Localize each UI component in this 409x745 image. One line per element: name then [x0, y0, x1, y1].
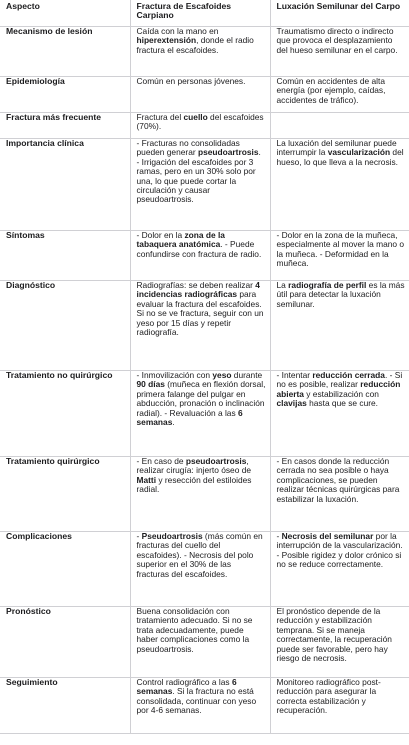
table-row-seguimiento — [0, 678, 409, 734]
aspect-cell: Pronóstico — [0, 607, 130, 678]
cell-text: Radiografías: se deben realizar — [136, 280, 256, 290]
highlight-text: radiografía de perfil — [288, 280, 367, 290]
highlight-text: 90 días — [136, 379, 165, 390]
cell-text: - — [136, 531, 142, 541]
escafoides-cell — [130, 139, 270, 231]
escafoides-cell — [130, 532, 270, 607]
highlight-text: Pseudoartrosis — [141, 531, 203, 541]
table-row-complicaciones — [0, 532, 409, 607]
table-row-sintomas — [0, 231, 409, 281]
cell-text: y resección del estiloides radial. — [136, 474, 252, 495]
aspect-cell: Tratamiento no quirúrgico — [0, 371, 130, 457]
highlight-text: reducción cerrada — [312, 370, 385, 380]
header-fractura-escafoides: Fractura de Escafoides Carpiano — [130, 0, 270, 27]
semilunar-cell — [270, 678, 409, 734]
highlight-text: hiperextensión — [136, 35, 197, 46]
escafoides-cell — [130, 27, 270, 77]
cell-text: hasta que se cure. — [306, 398, 379, 409]
cell-text: por la interrupción de la vascularización. - Posible rigidez y dolor crónico si no se reduce correctamente. — [276, 531, 403, 570]
aspect-cell: Diagnóstico — [0, 281, 130, 371]
cell-text: . — [172, 417, 175, 428]
aspect-cell: Complicaciones — [0, 532, 130, 607]
highlight-text: yeso — [212, 370, 232, 380]
highlight-text: Matti — [136, 474, 157, 485]
semilunar-cell — [270, 139, 409, 231]
aspect-cell: Importancia clínica — [0, 139, 130, 231]
header-row — [0, 0, 409, 27]
semilunar-cell — [270, 77, 409, 113]
highlight-text: pseudoartrosis — [197, 147, 259, 158]
cell-text: Traumatismo directo o indirecto que provoca el desplazamiento del hueso semilunar en el carpo. — [276, 26, 398, 55]
escafoides-cell — [130, 113, 270, 139]
cell-text: - — [276, 531, 282, 541]
table-row-diagnostico — [0, 281, 409, 371]
escafoides-cell — [130, 457, 270, 532]
header-aspect: Aspecto — [0, 0, 130, 27]
cell-text: (muñeca en flexión dorsal, primera falange del pulgar en abducción, pronación o inclinación radial). - Revaluación a las — [136, 379, 266, 418]
escafoides-cell — [130, 77, 270, 113]
table-row-epidemiologia — [0, 77, 409, 113]
cell-text: - Intentar — [276, 370, 313, 380]
table-row-pronostico — [0, 607, 409, 678]
semilunar-cell — [270, 27, 409, 77]
highlight-text: vascularización — [327, 147, 391, 158]
cell-text: . - Irrigación del escafoides por 3 ramas, pero en un 30% solo por una, lo que puede cortar la circulación y causar pseudoartrosis. — [136, 147, 261, 205]
cell-text: - Dolor en la — [136, 230, 185, 240]
cell-text: durante — [231, 370, 263, 380]
cell-text: del escafoides (70%). — [136, 112, 264, 132]
semilunar-cell — [270, 457, 409, 532]
table-row-tratamiento-quirurgico — [0, 457, 409, 532]
semilunar-cell — [270, 371, 409, 457]
escafoides-cell — [130, 607, 270, 678]
table-row-importancia-clinica — [0, 139, 409, 231]
aspect-cell: Epidemiología — [0, 77, 130, 113]
escafoides-cell — [130, 231, 270, 281]
cell-text: Común en accidentes de alta energía (por ejemplo, caídas, accidentes de tráfico). — [276, 76, 386, 105]
cell-text: . - Puede confundirse con fractura de radio. — [136, 239, 262, 259]
aspect-cell: Seguimiento — [0, 678, 130, 734]
aspect-cell: Mecanismo de lesión — [0, 27, 130, 77]
cell-text: Control radiográfico a las — [136, 677, 232, 687]
table-row-mecanismo — [0, 27, 409, 77]
aspect-cell: Síntomas — [0, 231, 130, 281]
cell-text: Común en personas jóvenes. — [136, 76, 246, 86]
cell-text: (más común en fracturas del cuello del escafoides). - Necrosis del polo superior en el 30% de las fracturas del escafoides. — [136, 531, 263, 579]
highlight-text: clavijas — [276, 398, 307, 409]
escafoides-cell — [130, 678, 270, 734]
highlight-text: pseudoartrosis — [185, 456, 247, 466]
aspect-cell: Fractura más frecuente — [0, 113, 130, 139]
cell-text: Buena consolidación con tratamiento adecuado. Si no se trata adecuadamente, puede haber complicaciones como la pseudoartrosis. — [136, 606, 253, 654]
highlight-text: 6 semanas — [136, 407, 243, 428]
cell-text: del hueso, lo que lleva a la necrosis. — [276, 147, 404, 167]
aspect-cell: Tratamiento quirúrgico — [0, 457, 130, 532]
cell-text: Fractura del — [136, 112, 184, 122]
cell-text: La luxación del semilunar puede interrumpir la — [276, 138, 397, 158]
cell-text: El pronóstico depende de la reducción y estabilización temprana. Si se maneja correctamente, la recuperación puede ser favorable, pero hay riesgo de necrosis. — [276, 606, 392, 664]
cell-text: La — [276, 280, 289, 290]
highlight-text: zona de la tabaquera anatómica — [136, 230, 225, 250]
escafoides-cell — [130, 281, 270, 371]
semilunar-cell — [270, 231, 409, 281]
highlight-text: cuello — [183, 112, 208, 122]
cell-text: - Dolor en la zona de la muñeca, especialmente al mover la mano o la muñeca. - Deformidad en la muñeca. — [276, 230, 405, 269]
highlight-text: reducción abierta — [276, 379, 401, 399]
cell-text: , donde el radio fractura el escafoides. — [136, 35, 254, 55]
highlight-text: 6 semanas — [136, 677, 237, 697]
semilunar-cell — [270, 532, 409, 607]
cell-text: Caída con la mano en — [136, 26, 219, 36]
cell-text: para evaluar la fractura del escafoides. Si no se ve fractura, seguir con un yeso por 15 días y repetir radiografía. — [136, 289, 264, 338]
cell-text: - En caso de — [136, 456, 186, 466]
semilunar-cell — [270, 113, 409, 139]
highlight-text: Necrosis del semilunar — [281, 531, 374, 541]
cell-text: es la más útil para detectar la luxación semilunar. — [276, 280, 405, 309]
escafoides-cell — [130, 371, 270, 457]
cell-text: . Si la fractura no está consolidada, continuar con yeso por 4-6 semanas. — [136, 686, 257, 716]
cell-text: , realizar cirugía: injerto óseo de — [136, 456, 252, 476]
header-luxacion-semilunar: Luxación Semilunar del Carpo — [270, 0, 409, 27]
cell-text: . - Si no es posible, realizar — [276, 370, 403, 390]
table-row-fractura-frecuente — [0, 113, 409, 139]
semilunar-cell — [270, 607, 409, 678]
cell-text: - En casos donde la reducción cerrada no sea posible o haya complicaciones, se pueden realizar técnicas quirúrgicas para estabilizar la luxación. — [276, 456, 400, 504]
table-body — [0, 27, 409, 734]
table-row-tratamiento-no-quirurgico — [0, 371, 409, 457]
cell-text: - Fracturas no consolidadas pueden generar — [136, 138, 240, 158]
highlight-text: 4 incidencias radiográficas — [136, 280, 260, 300]
cell-text: Monitoreo radiográfico post-reducción para asegurar la correcta estabilización y recuperación. — [276, 677, 381, 716]
cell-text: y estabilización con — [303, 388, 379, 399]
semilunar-cell — [270, 281, 409, 371]
cell-text: - Inmovilización con — [136, 370, 213, 380]
